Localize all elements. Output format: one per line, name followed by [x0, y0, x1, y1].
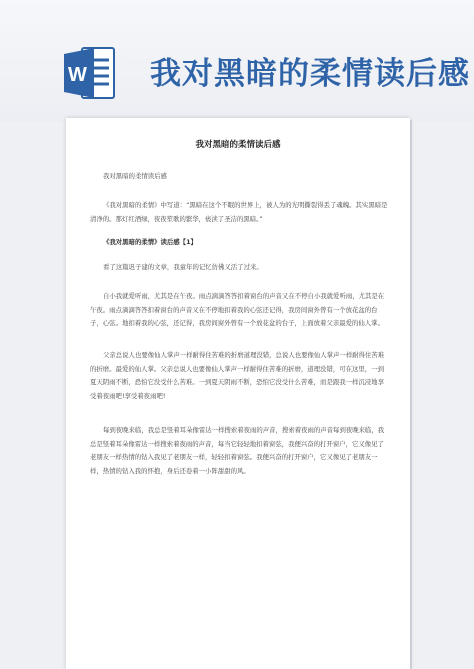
document-paragraph: 父亲总说人也要像仙人掌声一样耐得住苦难的折磨道理没错，总说人也要像仙人掌声一样耐得住苦难的折磨。最爱的仙人掌。父亲总说人也要像仙人掌声一样耐得住苦难的折磨，道理没错，可在这里，一到夏天阴雨不断，恐怕它没受什么苦难。一到夏天阴雨不断，恐怕它没受什么苦难，而是跟我一样沉浸地享受着夜雨吧!享受着夜雨吧!: [90, 351, 385, 400]
document-paragraph: 自小我就爱听雨，尤其是在午夜。雨点滴滴答答扣着窗台的声音又在不停自小我就爱听雨，尤其是在午夜。雨点滴滴答答扣着窗台的声音又在不停地扣着我的心弦还记得，我房间窗外曾有一个放花盆的台子，心弦。地扣着我的心弦，还记得，我房间窗外曾有一个放花盆的台子，上面放着父亲最爱的仙人掌。: [90, 292, 385, 328]
document-section-heading: 《我对黑暗的柔情》读后感【1】: [103, 238, 197, 246]
preview-header: [0, 0, 474, 122]
document-paragraph: 每到夜晚来临，我总是竖着耳朵像雷达一样搜索着夜雨的声音，搜索着夜雨的声音每到夜晚来临，我总是竖着耳朵像雷达一样搜索着夜雨的声音，每当它轻轻地扣着窗弦，我便兴奋的打开窗户，它又像见了老朋友一样热情的钻入我见了老朋友一样，轻轻扣着窗弦。我便兴奋的打开窗户，它又像见了老朋友一样，热情的钻入我的怀抱，身后还卷着一小阵甜甜的风。: [90, 426, 385, 475]
document-paragraph: 《我对黑暗的柔情》中写道：“黑暗在这个不眠的世界上，被人为的光明撕裂得丢了魂魄。其实黑暗是清净的。那灯红酒绿，夜夜笙歌的繁华，亵渎了圣洁的黑暗。”: [90, 201, 388, 223]
document-title: 我对黑暗的柔情读后感: [195, 140, 281, 150]
document-page: [66, 118, 410, 669]
word-icon-letter: W: [68, 64, 87, 86]
document-paragraph: 我对黑暗的柔情读后感: [103, 172, 167, 180]
document-paragraph: 看了这篇迟子建的文章，我童年的记忆仿佛又活了过来。: [103, 263, 263, 271]
page-title: 我对黑暗的柔情读后感: [150, 56, 470, 92]
word-document-icon: [64, 44, 118, 102]
